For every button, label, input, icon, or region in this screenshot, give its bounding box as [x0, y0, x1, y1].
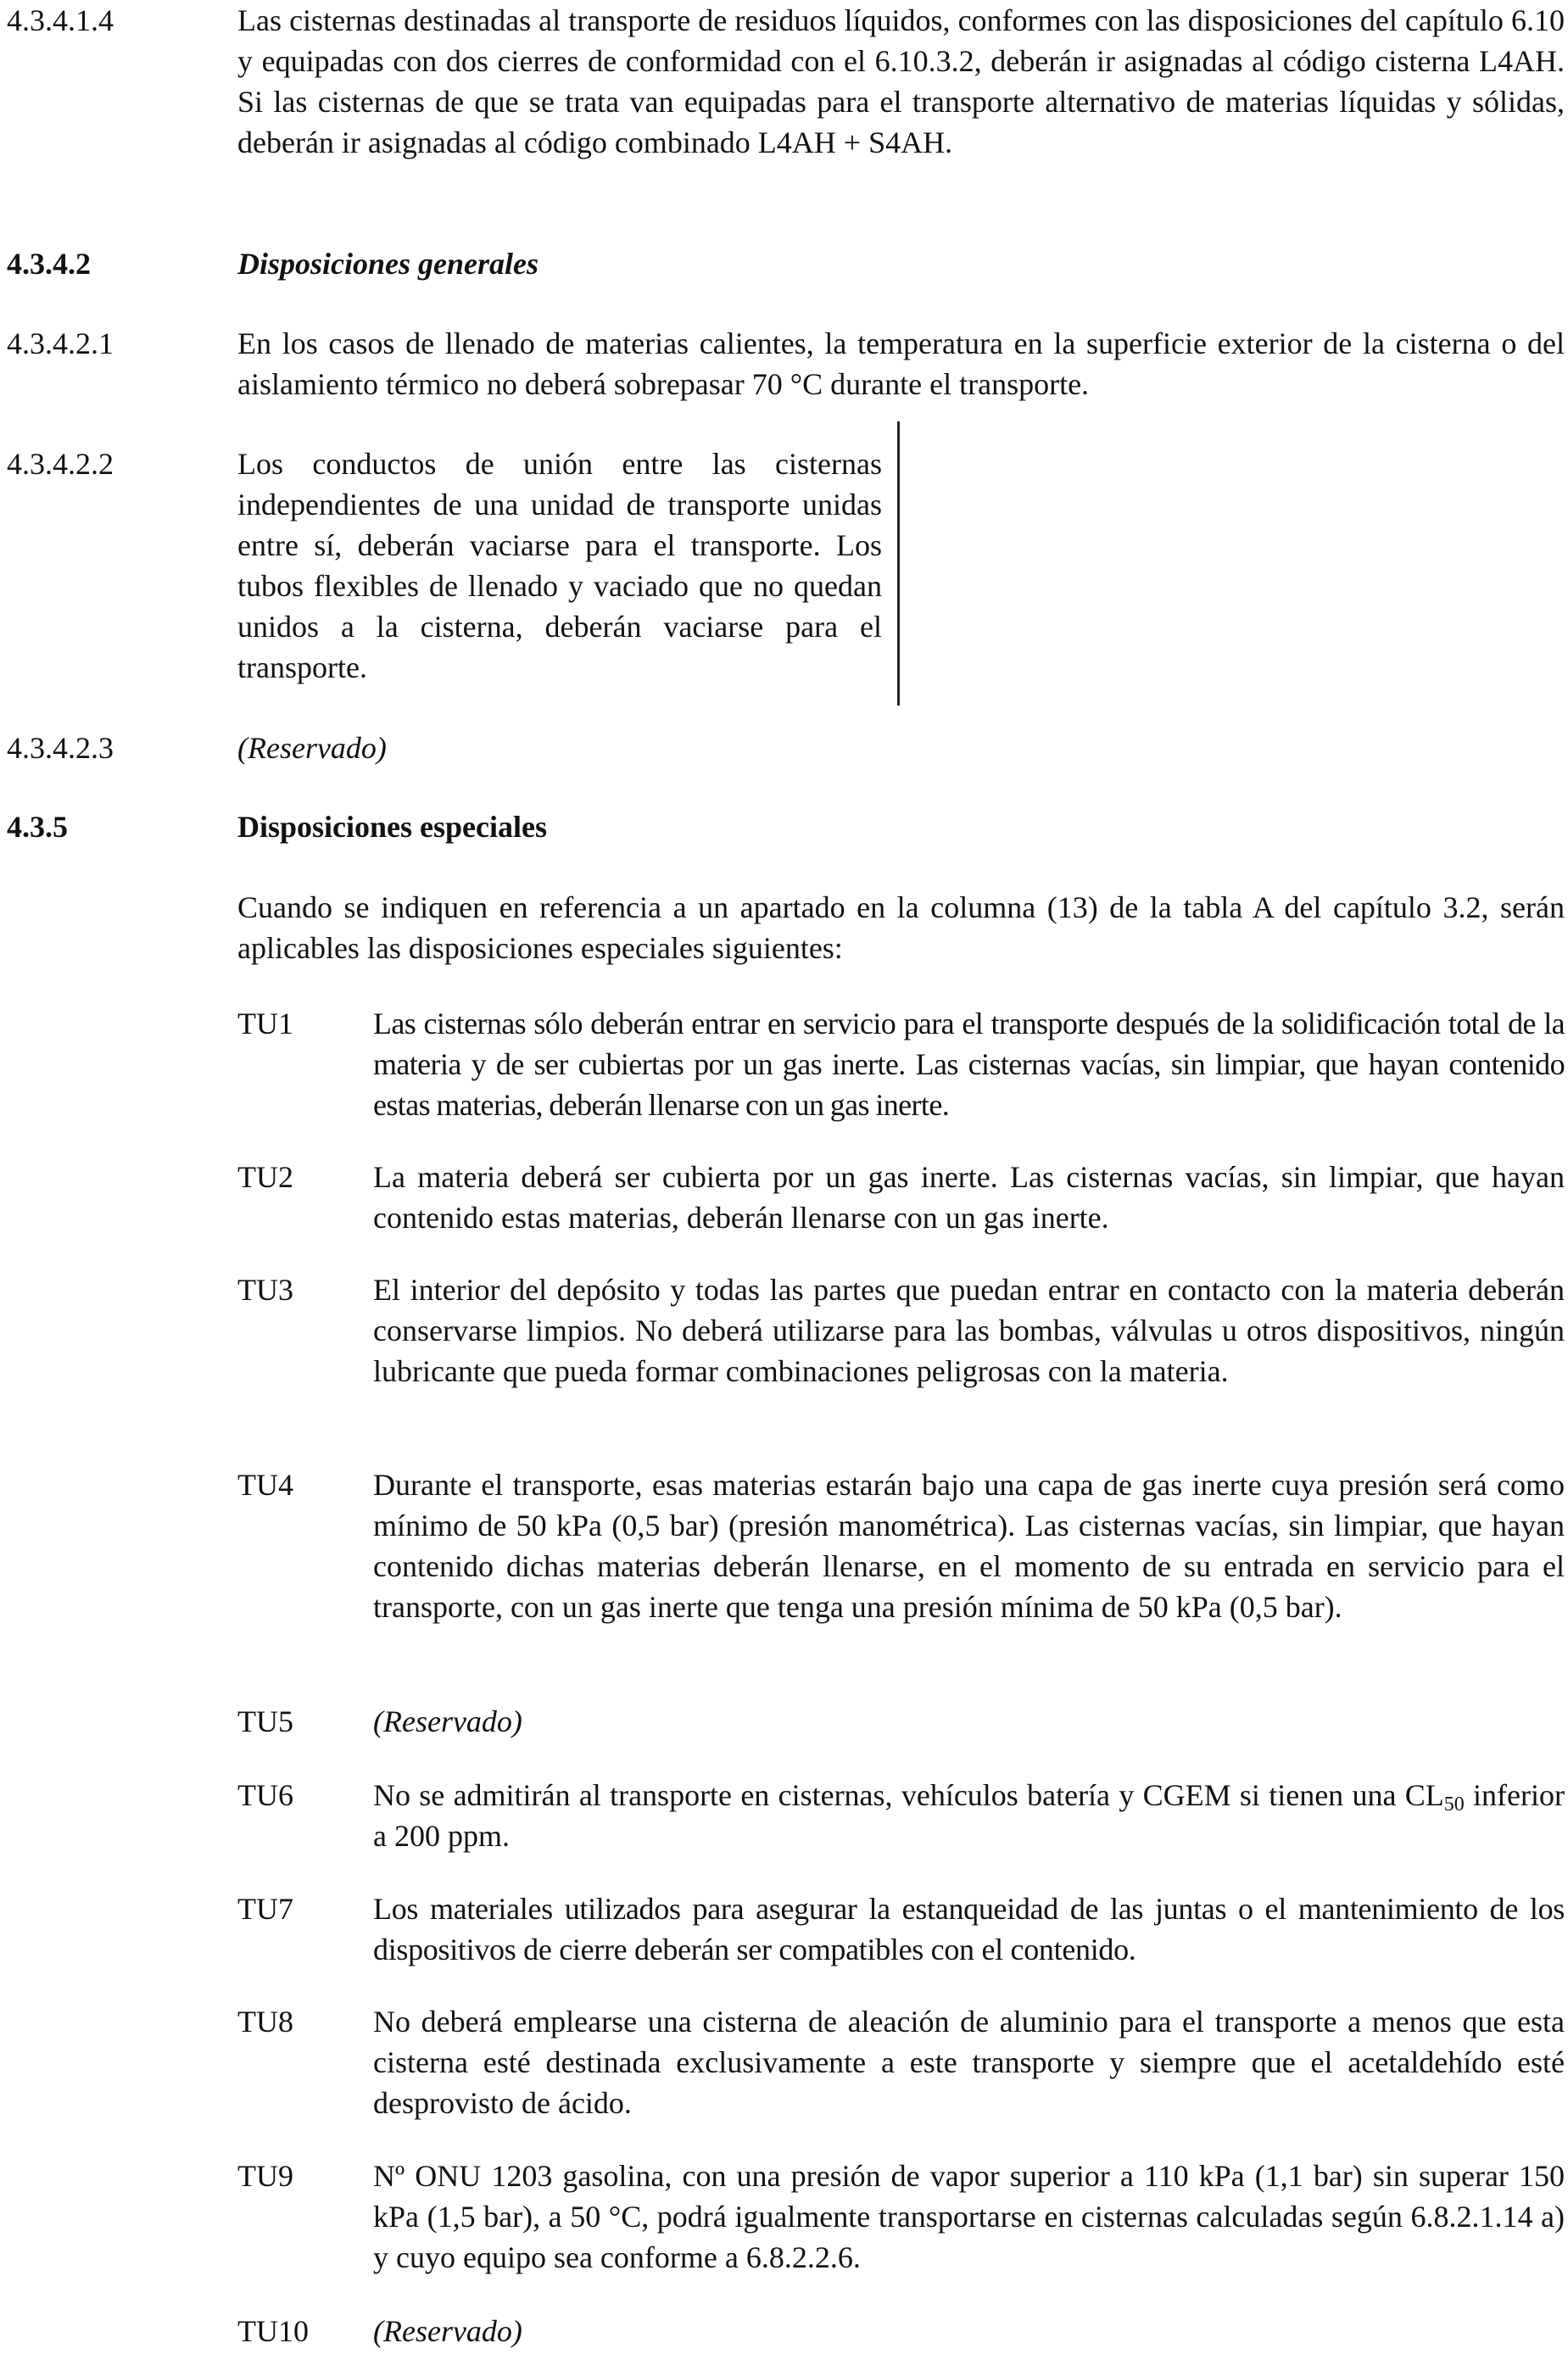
revision-change-bar — [897, 421, 900, 706]
section-number: 4.3.4.2.2 — [7, 447, 114, 481]
provision-code: TU2 — [237, 1160, 293, 1194]
provision-tu2 — [237, 1157, 1565, 1238]
provision-tu4 — [237, 1464, 1565, 1627]
section-number: 4.3.4.2.1 — [7, 326, 114, 360]
provision-tu10 — [237, 2311, 1565, 2351]
provision-code: TU9 — [237, 2159, 293, 2193]
provision-code: TU3 — [237, 1273, 293, 1307]
section-4-3-5 — [7, 806, 1565, 847]
provision-code: TU10 — [237, 2314, 309, 2348]
provision-text — [373, 1775, 1565, 1856]
provision-text: El interior del depósito y todas las partes que puedan entrar en contacto con la materia deberán conservarse limpios. No deberá utilizarse para las bombas, válvulas u otros dispositivos, ningún lubricante que pueda formar combinaciones peligrosas con la materia. — [373, 1273, 1565, 1388]
provision-text: (Reservado) — [373, 1704, 522, 1738]
provision-text: (Reservado) — [373, 2314, 522, 2348]
section-number: 4.3.5 — [7, 810, 68, 844]
provision-text: Durante el transporte, esas materias estarán bajo una capa de gas inerte cuya presión será como mínimo de 50 kPa (0,5 bar) (presión manométrica). Las cisternas vacías, sin limpiar, que hayan contenido dichas materias deberán llenarse, en el momento de su entrada en servicio para el transporte, con un gas inerte que tenga una presión mínima de 50 kPa (0,5 bar). — [373, 1468, 1565, 1624]
provision-text-part: No se admitirán al transporte en cisternas, vehículos batería y CGEM si tienen una CL — [373, 1778, 1444, 1812]
special-provisions-intro — [7, 887, 1565, 968]
section-heading: Disposiciones especiales — [237, 810, 547, 844]
provision-tu3 — [237, 1269, 1565, 1392]
provision-text-part: inferior a 200 ppm. — [373, 1778, 1565, 1853]
section-text: (Reservado) — [237, 731, 387, 765]
provision-code: TU1 — [237, 1007, 293, 1040]
section-text: En los casos de llenado de materias calientes, la temperatura en la superficie exterior de la cisterna o del aislamiento térmico no deberá sobrepasar 70 °C durante el transporte. — [237, 326, 1565, 401]
provision-text: Nº ONU 1203 gasolina, con una presión de vapor superior a 110 kPa (1,1 bar) sin superar 150 kPa (1,5 bar), a 50 °C, podrá igualmente transportarse en cisternas calculadas según 6.8.2.1.14 a) y cuyo equipo sea conforme a 6.8.2.2.6. — [373, 2159, 1565, 2274]
provision-code: TU8 — [237, 2005, 293, 2039]
provision-tu9 — [237, 2156, 1565, 2278]
provision-tu1 — [237, 1003, 1565, 1125]
section-heading: Disposiciones generales — [237, 247, 538, 281]
section-4-3-4-2-1 — [7, 323, 1565, 404]
provision-code: TU4 — [237, 1468, 293, 1502]
section-number: 4.3.4.2 — [7, 247, 91, 281]
provision-code: TU6 — [237, 1778, 293, 1812]
section-text: Las cisternas destinadas al transporte de residuos líquidos, conformes con las disposiciones del capítulo 6.10 y equipadas con dos cierres de conformidad con el 6.10.3.2, deberán ir asignadas al código cisterna L4AH. Si las cisternas de que se trata van equipadas para el transporte alternativo de materias líquidas y sólidas, deberán ir asignadas al código combinado L4AH + S4AH. — [237, 3, 1565, 159]
section-4-3-4-1-4 — [7, 0, 1565, 163]
provision-tu7 — [237, 1888, 1565, 1970]
section-text: Los conductos de unión entre las cisternas independientes de una unidad de transporte unidas entre sí, deberán vaciarse para el transporte. Los tubos flexibles de llenado y vaciado que no quedan unidos a la cisterna, deberán vaciarse para el transporte. — [237, 447, 882, 684]
provision-code: TU5 — [237, 1704, 293, 1738]
provision-text: Las cisternas sólo deberán entrar en servicio para el transporte después de la solidificación total de la materia y de ser cubiertas por un gas inerte. Las cisternas vacías, sin limpiar, que hayan contenido estas materias, deberán llenarse con un gas inerte. — [373, 1007, 1565, 1122]
subscript-50: 50 — [1443, 1793, 1465, 1816]
provision-tu8 — [237, 2001, 1565, 2123]
section-4-3-4-2-3 — [7, 728, 1565, 768]
provision-tu5 — [237, 1701, 1565, 1742]
provision-tu6 — [237, 1775, 1565, 1856]
provision-text: Los materiales utilizados para asegurar la estanqueidad de las juntas o el mantenimiento de los dispositivos de cierre deberán ser compatibles con el contenido. — [373, 1892, 1565, 1966]
provision-text: La materia deberá ser cubierta por un gas inerte. Las cisternas vacías, sin limpiar, que hayan contenido estas materias, deberán llenarse con un gas inerte. — [373, 1160, 1565, 1235]
provision-text: No deberá emplearse una cisterna de aleación de aluminio para el transporte a menos que esta cisterna esté destinada exclusivamente a este transporte y siempre que el acetaldehído esté desprovisto de ácido. — [373, 2005, 1565, 2120]
section-number: 4.3.4.1.4 — [7, 3, 114, 37]
section-4-3-4-2-2 — [7, 443, 1565, 688]
provision-code: TU7 — [237, 1892, 293, 1926]
section-4-3-4-2 — [7, 243, 1565, 284]
intro-text: Cuando se indiquen en referencia a un apartado en la columna (13) de la tabla A del capítulo 3.2, serán aplicables las disposiciones especiales siguientes: — [237, 890, 1565, 965]
section-number: 4.3.4.2.3 — [7, 731, 114, 765]
